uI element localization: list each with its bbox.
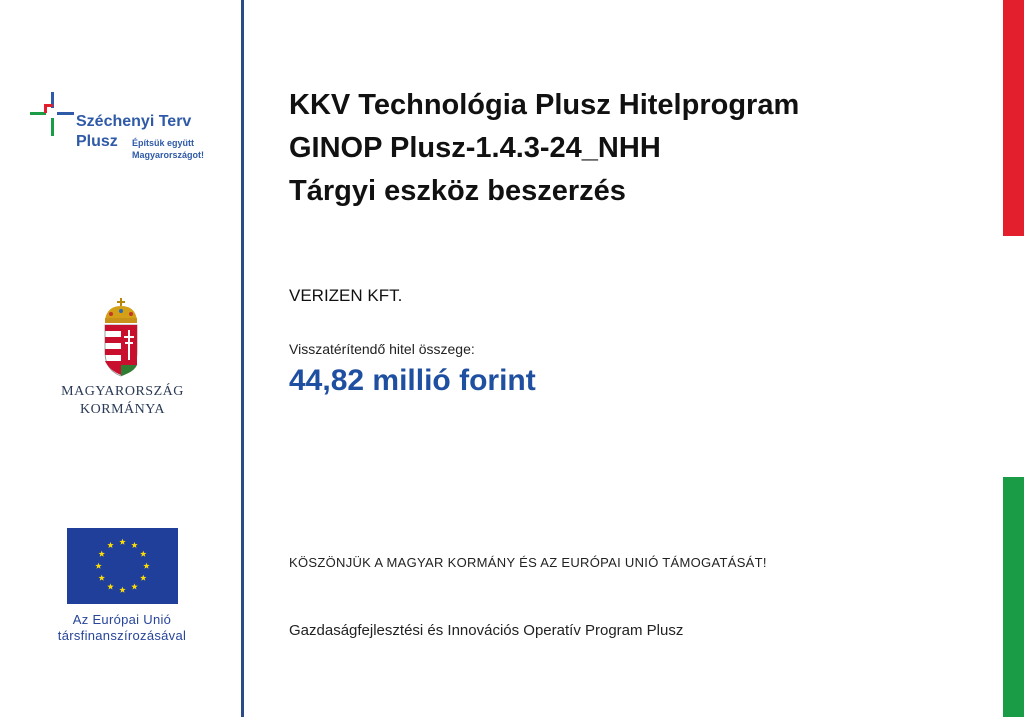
eu-cofinancing-line-1: Az Európai Unió: [72, 612, 172, 627]
title-line: Tárgyi eszköz beszerzés: [289, 175, 626, 207]
flag-stripe-green: [1003, 477, 1024, 717]
project-title: [289, 84, 799, 213]
szechenyi-terv-logo: [30, 92, 230, 172]
title-line: KKV Technológia Plusz Hitelprogram: [289, 89, 800, 121]
government-logo: [40, 298, 205, 423]
szechenyi-title: Széchenyi Terv: [76, 113, 192, 130]
flag-stripe-red: [1003, 0, 1024, 236]
szechenyi-tagline-1: Építsük együtt: [132, 138, 195, 148]
vertical-divider: [241, 0, 244, 717]
szechenyi-plus-logo-icon: [30, 92, 74, 136]
loan-amount-label: Visszatérítendő hitel összege:: [289, 341, 475, 357]
szechenyi-tagline-2: Magyarországot!: [132, 150, 205, 160]
government-name-line-1: MAGYARORSZÁG: [61, 384, 184, 399]
government-name-line-2: KORMÁNYA: [80, 402, 165, 417]
program-name: Gazdaságfejlesztési és Innovációs Operatív Program Plusz: [289, 622, 684, 639]
beneficiary-company: VERIZEN KFT.: [289, 286, 403, 305]
logo-column: [0, 0, 242, 717]
eu-cofinancing-line-2: társfinanszírozásával: [57, 628, 187, 643]
thanks-text: KÖSZÖNJÜK A MAGYAR KORMÁNY ÉS AZ EURÓPAI UNIÓ TÁMOGATÁSÁT!: [289, 555, 767, 570]
hungarian-coat-of-arms-icon: [101, 298, 141, 378]
eu-flag-icon: [67, 528, 178, 604]
title-line: GINOP Plusz-1.4.3-24_NHH: [289, 132, 661, 164]
loan-amount: 44,82 millió forint: [289, 364, 536, 397]
szechenyi-plusz: Plusz: [76, 133, 118, 150]
